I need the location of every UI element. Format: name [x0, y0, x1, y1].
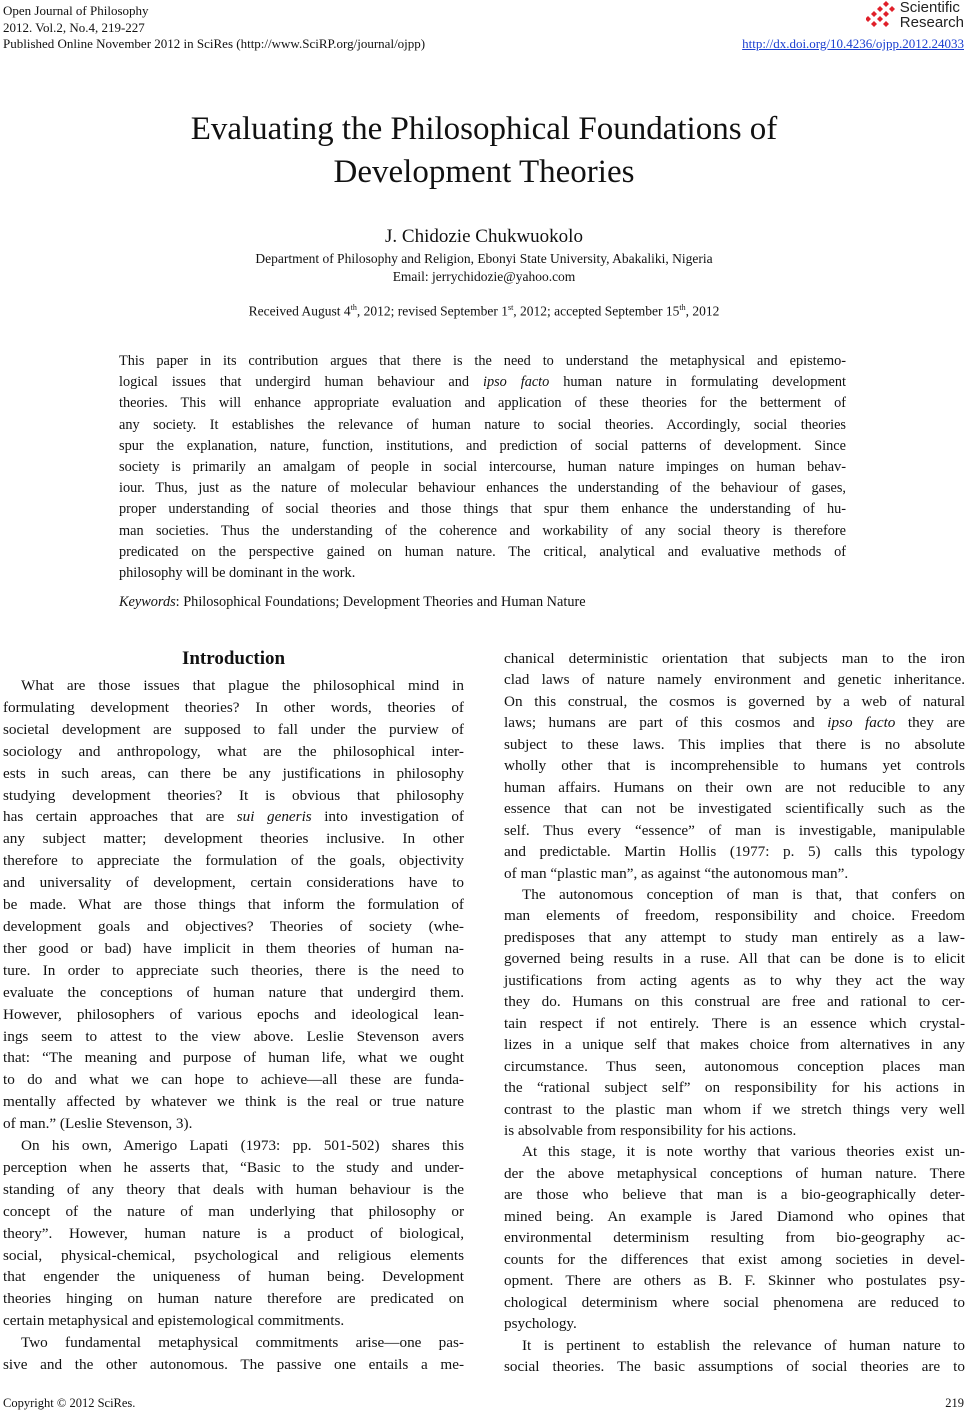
text-line: formulating development theories? In other words, theories of [3, 698, 464, 716]
text-line: societal development are supposed to fall under the purview of [3, 720, 464, 738]
text-line: tain respect if not entirely. There is an essence which crystal- [504, 1014, 965, 1032]
text-line: and predictable. Martin Hollis (1977: p. 5) calls this typology [504, 843, 965, 861]
text-line: man societies. Thus the understanding of the coherence and workability of any social theory is therefore [119, 522, 846, 539]
text-line: theories. This will enhance appropriate evaluation and application of these theories for the betterment of [119, 395, 846, 412]
text-line: proper understanding of social theories and those things that spur them enhance the understanding of hu- [119, 501, 846, 518]
text-line: spur the explanation, nature, function, institutions, and prediction of social patterns of development. Since [119, 437, 846, 454]
publication-info: Published Online November 2012 in SciRes (http://www.SciRP.org/journal/ojpp) [3, 36, 426, 51]
text-line: What are those issues that plague the philosophical mind in [21, 677, 464, 694]
text-line: that engender the uniqueness of human being. Development [3, 1268, 464, 1286]
keywords-text: : Philosophical Foundations; Development Theories and Human Nature [175, 594, 586, 610]
affiliation-text: Department of Philosophy and Religion, Ebonyi State University, Abakaliki, Nigeria [255, 251, 713, 266]
paper-title [0, 108, 968, 194]
text-line: lizes in a unique self that makes choice from alternatives in any [504, 1036, 965, 1054]
author-email: Email: jerrychidozie@yahoo.com [392, 269, 576, 284]
text-line: philosophy will be dominant in the work. [119, 565, 356, 582]
text-line: to do and what we can hope to achieve—all these are funda- [3, 1071, 464, 1089]
text-line: chanical deterministic orientation that subjects man to the iron [504, 650, 965, 667]
right-column [504, 648, 965, 1377]
text-line: justifications from acting agents as to why they act the way [504, 971, 965, 989]
text-line: therefore to appreciate the formulation of the goals, objectivity [3, 852, 464, 870]
author-name: J. Chidozie Chukwuokolo [385, 226, 583, 247]
text-line: development goals and objectives? Theories of society (whe- [3, 917, 464, 935]
text-line: they do. Humans on this construal are free and rational to cer- [504, 993, 965, 1011]
left-column [3, 646, 464, 1376]
text-line: any subject matter; development theories inclusive. In other [3, 830, 464, 848]
diamond-logo-icon [866, 0, 896, 30]
text-line: studying development theories? It is obvious that philosophy [3, 786, 464, 804]
text-line: that: “The meaning and purpose of human life, what we ought [3, 1049, 464, 1067]
text-line: evaluate the conceptions of human nature that undergird them. [3, 983, 464, 1001]
text-line: mined being. An example is Jared Diamond who opines that [504, 1207, 965, 1225]
text-line: predicated on the perspective gained on human nature. The critical, analytical and evaluative methods of [119, 543, 846, 560]
text-line: chological determinism where social phenomena are reduced to [504, 1293, 965, 1311]
text-line: theory”. However, human nature is a product of biological, [3, 1224, 464, 1242]
text-line: the “rational subject self” on responsibility for his actions in [504, 1079, 965, 1097]
text-line: subject to these laws. This implies that there is no absolute [504, 735, 965, 753]
keywords [119, 594, 586, 611]
logo-text-1: Scientific [899, 0, 960, 16]
text-line: contrast to the plastic man whom if we stretch things very well [504, 1100, 965, 1118]
text-line: counts for the differences that exist among societies in devel- [504, 1250, 965, 1268]
text-line: laws; humans are part of this cosmos and ipso facto they are [504, 714, 966, 732]
text-line: self. Thus every “essence” of man is investigable, manipulable [504, 821, 965, 839]
journal-name: Open Journal of Philosophy [3, 3, 149, 18]
affiliation [0, 250, 968, 286]
right-column-body [504, 648, 965, 1377]
title-line: Evaluating the Philosophical Foundations of [190, 111, 778, 147]
left-column-body [3, 675, 464, 1376]
journal-header [3, 3, 425, 53]
doi-link[interactable]: http://dx.doi.org/10.4236/ojpp.2012.24033 [742, 36, 964, 51]
text-line: has certain approaches that are sui generis into investigation of [3, 808, 464, 826]
keywords-label: Keywords [119, 594, 176, 610]
text-line: ests in such areas, can there be any justifications in philosophy [3, 764, 464, 782]
text-line: clad laws of nature namely environment and genetic inheritance. [504, 671, 965, 689]
text-line: sive and the other autonomous. The passive one entails a me- [3, 1356, 464, 1374]
text-line: However, philosophers of various epochs and ideological lean- [3, 1005, 464, 1023]
journal-volume: 2012. Vol.2, No.4, 219-227 [3, 19, 145, 35]
text-line: human affairs. Humans on their own are not reducible to any [504, 778, 965, 796]
copyright: Copyright © 2012 SciRes. [3, 1396, 136, 1410]
text-line: sociology and anthropology, what are the philosophical inter- [3, 742, 464, 760]
text-line: predisposes that any attempt to study man entirely as a law- [504, 928, 965, 946]
text-line: The autonomous conception of man is that, that confers on [522, 885, 965, 903]
text-line: theories hinging on human nature therefore are predicated on [3, 1290, 464, 1308]
text-line: man elements of freedom, responsibility and choice. Freedom [504, 907, 965, 925]
text-line: logical issues that undergird human behaviour and ipso facto human nature in formulating development [119, 374, 846, 391]
text-line: This paper in its contribution argues that there is the need to understand the metaphysical and epistemo- [119, 353, 846, 369]
text-line: environmental determinism resulting from bio-geography ac- [504, 1229, 965, 1247]
text-line: governed being results in a ruse. All that can be done is to elicit [504, 950, 965, 968]
text-line: certain metaphysical and epistemological commitments. [3, 1312, 345, 1330]
text-line: ther good or bad) have implicit in them theories of human na- [3, 939, 464, 957]
text-line: At this stage, it is note worthy that various theories exist un- [522, 1143, 965, 1161]
section-heading-introduction: Introduction [181, 648, 286, 669]
text-line: be made. What are those things that inform the formulation of [3, 896, 464, 914]
text-line: are those who believe that man is a bio-geographically deter- [504, 1186, 965, 1204]
text-line: opment. There are others as B. F. Skinner who postulates psy- [504, 1272, 965, 1290]
text-line: of man.” (Leslie Stevenson, 3). [3, 1115, 193, 1133]
text-line: wholly other that is incomprehensible to humans yet controls [504, 757, 965, 775]
text-line: perception when he asserts that, “Basic to the study and under- [3, 1158, 464, 1176]
text-line: ture. In order to appreciate such theories, there is the need to [3, 961, 464, 979]
logo-text-2: Research [899, 14, 964, 31]
text-line: iour. Thus, just as the nature of molecular behaviour enhances the understanding of the behaviour of gases, [119, 480, 846, 497]
text-line: On his own, Amerigo Lapati (1973: pp. 501-502) shares this [21, 1137, 464, 1155]
text-line: circumstance. Thus seen, autonomous conception places man [504, 1057, 965, 1075]
text-line: and universality of development, certain considerations have to [3, 874, 464, 892]
text-line: any society. It establishes the relevance of human nature to social theories. Accordingly, social theories [119, 416, 846, 433]
title-line: Development Theories [333, 154, 635, 190]
text-line: society is primarily an amalgam of people in social intercourse, human nature impinges on human behav- [119, 459, 846, 476]
text-line: concept of the nature of man underlying that philosophy or [3, 1202, 464, 1220]
text-line: of man “plastic man”, as against “the autonomous man”. [504, 864, 849, 882]
text-line: It is pertinent to establish the relevance of human nature to [522, 1336, 965, 1354]
abstract [119, 351, 846, 584]
text-line: On this construal, the cosmos is governed by a web of natural [504, 692, 965, 710]
scientific-research-logo [866, 0, 964, 30]
text-line: standing of any theory that deals with human behaviour is the [3, 1180, 464, 1198]
text-line: Two fundamental metaphysical commitments arise—one pas- [21, 1334, 464, 1352]
text-line: mentally affected by whatever we think is the real or true nature [3, 1093, 464, 1111]
text-line: social theories. The basic assumptions of social theories are to [504, 1357, 965, 1375]
text-line: der the above metaphysical conceptions of human nature. There [504, 1164, 965, 1182]
page-number: 219 [945, 1396, 964, 1410]
text-line: essence that can not be investigated scientifically such as the [504, 800, 965, 818]
text-line: psychology. [504, 1315, 577, 1333]
text-line: ings seem to attest to the view above. Leslie Stevenson avers [3, 1027, 464, 1045]
text-line: social, physical-chemical, psychological and religious elements [3, 1246, 464, 1264]
text-line: is absolvable from responsibility for his actions. [504, 1121, 797, 1139]
received-dates: Received August 4th, 2012; revised September 1st, 2012; accepted September 15th, 2012 [248, 303, 720, 319]
